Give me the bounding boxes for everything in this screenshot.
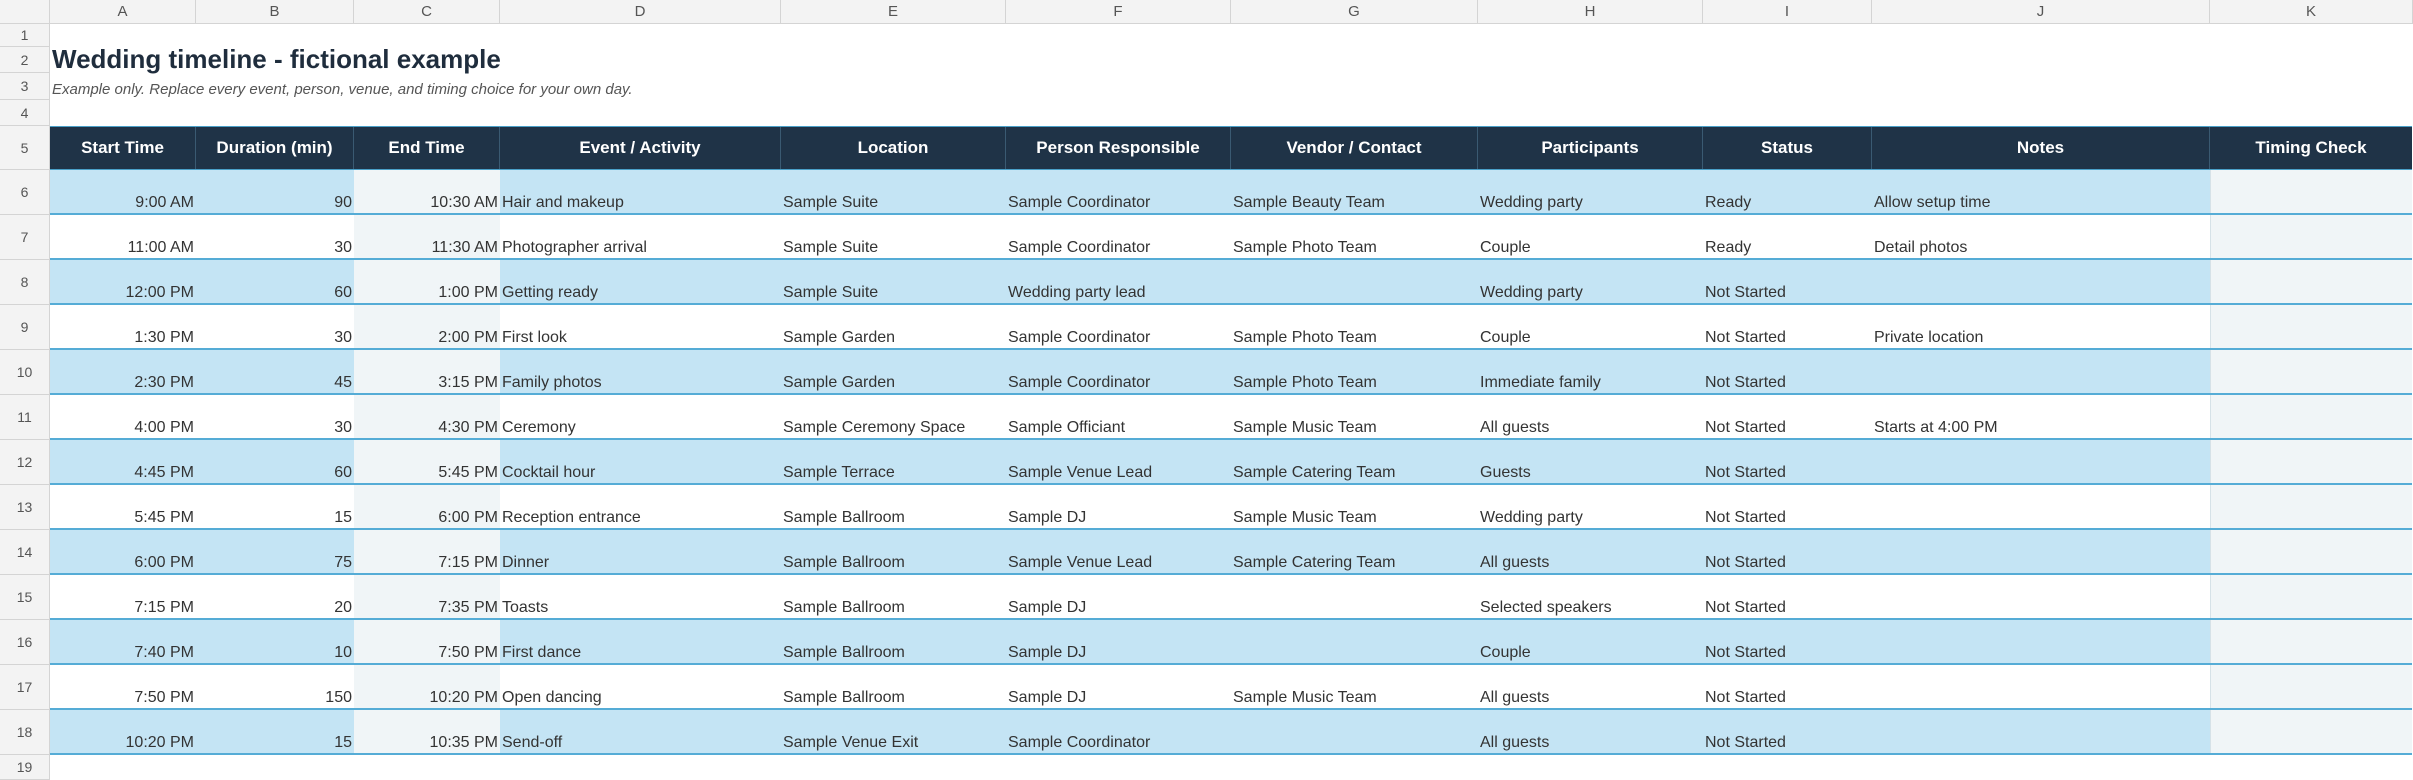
table-row — [50, 710, 2412, 755]
cell-duration[interactable]: 15 — [334, 734, 352, 751]
cell-person-responsible[interactable]: Sample Venue Lead — [1008, 554, 1153, 571]
cell-start-time[interactable]: 6:00 PM — [134, 554, 194, 571]
cell-person-responsible[interactable]: Sample Venue Lead — [1008, 464, 1153, 481]
column-header-f[interactable]: F — [1006, 0, 1231, 24]
cell-end-time[interactable]: 7:35 PM — [354, 575, 500, 618]
cell-vendor-contact[interactable]: Sample Photo Team — [1233, 239, 1377, 256]
column-header-a[interactable]: A — [50, 0, 196, 24]
table-row — [50, 575, 2412, 620]
cell-start-time[interactable]: 11:00 AM — [127, 239, 194, 256]
cell-end-time[interactable]: 6:00 PM — [354, 485, 500, 528]
cell-start-time[interactable]: 12:00 PM — [125, 284, 194, 301]
cell-notes[interactable]: Private location — [1874, 329, 1984, 346]
cell-person-responsible[interactable]: Sample DJ — [1008, 599, 1087, 616]
header-location[interactable]: Location — [781, 127, 1006, 169]
cell-duration[interactable]: 10 — [334, 644, 352, 661]
header-person-responsible[interactable]: Person Responsible — [1006, 127, 1231, 169]
cell-timing-check[interactable] — [2210, 440, 2412, 483]
row-header[interactable]: 5 — [0, 126, 50, 170]
cell-participants[interactable]: Guests — [1480, 464, 1531, 481]
cell-end-time[interactable]: 10:20 PM — [354, 665, 500, 708]
table-header-row — [50, 126, 2412, 170]
cell-person-responsible[interactable]: Sample DJ — [1008, 644, 1087, 661]
header-duration[interactable]: Duration (min) — [196, 127, 354, 169]
cell-timing-check[interactable] — [2210, 710, 2412, 753]
row-header[interactable]: 7 — [0, 215, 50, 260]
cell-duration[interactable]: 75 — [334, 554, 352, 571]
row-header[interactable]: 4 — [0, 100, 50, 126]
cell-timing-check[interactable] — [2210, 350, 2412, 393]
cell-status[interactable]: Not Started — [1705, 554, 1786, 571]
cell-duration[interactable]: 30 — [334, 329, 352, 346]
table-row — [50, 485, 2412, 530]
cell-start-time[interactable]: 1:30 PM — [134, 329, 194, 346]
cell-event[interactable]: Toasts — [502, 599, 549, 616]
row-header[interactable]: 9 — [0, 305, 50, 350]
cell-vendor-contact[interactable]: Sample Catering Team — [1233, 464, 1396, 481]
cell-participants[interactable]: Wedding party — [1480, 509, 1583, 526]
select-all-corner[interactable] — [0, 0, 50, 24]
cell-start-time[interactable]: 7:15 PM — [134, 599, 194, 616]
cell-start-time[interactable]: 2:30 PM — [134, 374, 194, 391]
cell-vendor-contact[interactable]: Sample Music Team — [1233, 419, 1377, 436]
cell-vendor-contact[interactable]: Sample Photo Team — [1233, 329, 1377, 346]
cell-notes[interactable] — [1872, 440, 2210, 483]
cell-start-time[interactable]: 7:40 PM — [134, 644, 194, 661]
cell-status[interactable]: Ready — [1705, 239, 1752, 256]
cell-notes[interactable] — [1872, 260, 2210, 303]
cell-start-time[interactable]: 5:45 PM — [134, 509, 194, 526]
cell-event[interactable]: Dinner — [502, 554, 550, 571]
column-header-k[interactable]: K — [2210, 0, 2413, 24]
cell-start-time[interactable]: 9:00 AM — [135, 194, 194, 211]
cell-duration[interactable]: 45 — [334, 374, 352, 391]
cell-person-responsible[interactable]: Sample Coordinator — [1008, 374, 1151, 391]
cell-notes[interactable] — [1872, 530, 2210, 573]
cell-timing-check[interactable] — [2210, 665, 2412, 708]
row-header[interactable]: 19 — [0, 755, 50, 780]
cell-participants[interactable]: Couple — [1480, 644, 1531, 661]
table-row — [50, 665, 2412, 710]
sheet-subtitle[interactable]: Example only. Replace every event, person, venue, and timing choice for your own day. — [52, 81, 633, 98]
cell-event[interactable]: Cocktail hour — [502, 464, 596, 481]
sheet-title[interactable]: Wedding timeline - fictional example — [52, 44, 501, 74]
cell-start-time[interactable]: 4:00 PM — [134, 419, 194, 436]
cell-duration[interactable]: 20 — [334, 599, 352, 616]
cell-participants[interactable]: Wedding party — [1480, 194, 1583, 211]
cell-participants[interactable]: Selected speakers — [1480, 599, 1612, 616]
column-header-g[interactable]: G — [1231, 0, 1478, 24]
cell-event[interactable]: Hair and makeup — [502, 194, 624, 211]
cell-person-responsible[interactable]: Wedding party lead — [1008, 284, 1146, 301]
cell-person-responsible[interactable]: Sample Coordinator — [1008, 239, 1151, 256]
cell-status[interactable]: Ready — [1705, 194, 1752, 211]
cell-event[interactable]: First look — [502, 329, 567, 346]
cell-end-time[interactable]: 7:50 PM — [354, 620, 500, 663]
cell-person-responsible[interactable]: Sample Coordinator — [1008, 329, 1151, 346]
cell-timing-check[interactable] — [2210, 620, 2412, 663]
header-start-time[interactable]: Start Time — [50, 127, 196, 169]
cell-duration[interactable]: 150 — [325, 689, 352, 706]
cell-vendor-contact[interactable]: Sample Beauty Team — [1233, 194, 1385, 211]
cell-vendor-contact[interactable] — [1231, 620, 1478, 663]
cell-end-time[interactable]: 10:30 AM — [354, 170, 500, 213]
cell-event[interactable]: First dance — [502, 644, 582, 661]
header-vendor-contact[interactable]: Vendor / Contact — [1231, 127, 1478, 169]
row-header[interactable]: 6 — [0, 170, 50, 215]
column-header-bar — [0, 0, 2413, 24]
row-header[interactable]: 17 — [0, 665, 50, 710]
cell-event[interactable]: Open dancing — [502, 689, 602, 706]
row-header[interactable]: 13 — [0, 485, 50, 530]
cell-location[interactable]: Sample Ballroom — [783, 554, 905, 571]
cell-start-time[interactable]: 7:50 PM — [134, 689, 194, 706]
row-header[interactable]: 18 — [0, 710, 50, 755]
cell-person-responsible[interactable]: Sample DJ — [1008, 509, 1087, 526]
column-header-e[interactable]: E — [781, 0, 1006, 24]
cell-participants[interactable]: Couple — [1480, 239, 1531, 256]
row-header[interactable]: 3 — [0, 73, 50, 100]
cell-participants[interactable]: All guests — [1480, 554, 1550, 571]
cell-timing-check[interactable] — [2210, 485, 2412, 528]
cell-timing-check[interactable] — [2210, 530, 2412, 573]
row-header[interactable]: 10 — [0, 350, 50, 395]
cell-event[interactable]: Photographer arrival — [502, 239, 647, 256]
cell-timing-check[interactable] — [2210, 260, 2412, 303]
cell-timing-check[interactable] — [2210, 305, 2412, 348]
cell-end-time[interactable]: 7:15 PM — [354, 530, 500, 573]
cell-notes[interactable] — [1872, 710, 2210, 753]
cell-vendor-contact[interactable]: Sample Music Team — [1233, 689, 1377, 706]
row-header[interactable]: 8 — [0, 260, 50, 305]
cell-vendor-contact[interactable] — [1231, 260, 1478, 303]
cell-participants[interactable]: Immediate family — [1480, 374, 1601, 391]
cell-location[interactable]: Sample Garden — [783, 374, 896, 391]
cell-vendor-contact[interactable]: Sample Music Team — [1233, 509, 1377, 526]
column-header-j[interactable]: J — [1872, 0, 2210, 24]
cell-location[interactable]: Sample Suite — [783, 284, 879, 301]
cell-vendor-contact[interactable] — [1231, 575, 1478, 618]
cell-status[interactable]: Not Started — [1705, 734, 1786, 751]
header-end-time[interactable]: End Time — [354, 127, 500, 169]
cell-status[interactable]: Not Started — [1705, 689, 1786, 706]
table-row — [50, 305, 2412, 350]
cell-end-time[interactable]: 5:45 PM — [354, 440, 500, 483]
table-row — [50, 620, 2412, 665]
table-row — [50, 170, 2412, 215]
cell-location[interactable]: Sample Terrace — [783, 464, 895, 481]
cell-duration[interactable]: 15 — [334, 509, 352, 526]
cell-notes[interactable] — [1872, 620, 2210, 663]
cell-participants[interactable]: All guests — [1480, 734, 1550, 751]
cell-event[interactable]: Ceremony — [502, 419, 576, 436]
row-header[interactable]: 1 — [0, 24, 50, 47]
cell-event[interactable]: Family photos — [502, 374, 602, 391]
cell-start-time[interactable]: 10:20 PM — [125, 734, 194, 751]
cell-status[interactable]: Not Started — [1705, 284, 1786, 301]
header-event[interactable]: Event / Activity — [500, 127, 781, 169]
cell-person-responsible[interactable]: Sample Coordinator — [1008, 734, 1151, 751]
cell-location[interactable]: Sample Ballroom — [783, 509, 905, 526]
cell-person-responsible[interactable]: Sample Coordinator — [1008, 194, 1151, 211]
cell-vendor-contact[interactable] — [1231, 710, 1478, 753]
cell-vendor-contact[interactable]: Sample Catering Team — [1233, 554, 1396, 571]
header-notes[interactable]: Notes — [1872, 127, 2210, 169]
cell-participants[interactable]: All guests — [1480, 419, 1550, 436]
cell-event[interactable]: Getting ready — [502, 284, 599, 301]
cell-duration[interactable]: 90 — [334, 194, 352, 211]
header-participants[interactable]: Participants — [1478, 127, 1703, 169]
cell-end-time[interactable]: 3:15 PM — [354, 350, 500, 393]
column-header-c[interactable]: C — [354, 0, 500, 24]
table-row — [50, 440, 2412, 485]
cell-person-responsible[interactable]: Sample Officiant — [1008, 419, 1126, 436]
column-header-b[interactable]: B — [196, 0, 354, 24]
table-row — [50, 260, 2412, 305]
cell-timing-check[interactable] — [2210, 575, 2412, 618]
row-header[interactable]: 12 — [0, 440, 50, 485]
cell-end-time[interactable]: 10:35 PM — [354, 710, 500, 753]
cell-status[interactable]: Not Started — [1705, 374, 1786, 391]
cell-end-time[interactable]: 11:30 AM — [354, 215, 500, 258]
header-status[interactable]: Status — [1703, 127, 1872, 169]
column-header-i[interactable]: I — [1703, 0, 1872, 24]
cell-status[interactable]: Not Started — [1705, 464, 1786, 481]
cell-notes[interactable] — [1872, 575, 2210, 618]
cell-status[interactable]: Not Started — [1705, 419, 1786, 436]
cell-event[interactable]: Send-off — [502, 734, 563, 751]
cell-participants[interactable]: Wedding party — [1480, 284, 1583, 301]
cell-duration[interactable]: 30 — [334, 419, 352, 436]
cell-vendor-contact[interactable]: Sample Photo Team — [1233, 374, 1377, 391]
cell-start-time[interactable]: 4:45 PM — [134, 464, 194, 481]
cell-notes[interactable]: Detail photos — [1874, 239, 1968, 256]
cell-status[interactable]: Not Started — [1705, 644, 1786, 661]
cell-status[interactable]: Not Started — [1705, 599, 1786, 616]
cell-duration[interactable]: 60 — [334, 464, 352, 481]
column-header-d[interactable]: D — [500, 0, 781, 24]
row-header[interactable]: 16 — [0, 620, 50, 665]
column-header-h[interactable]: H — [1478, 0, 1703, 24]
cell-notes[interactable] — [1872, 485, 2210, 528]
cell-person-responsible[interactable]: Sample DJ — [1008, 689, 1087, 706]
cell-notes[interactable] — [1872, 665, 2210, 708]
cell-event[interactable]: Reception entrance — [502, 509, 641, 526]
cell-participants[interactable]: All guests — [1480, 689, 1550, 706]
row-header[interactable]: 11 — [0, 395, 50, 440]
cell-status[interactable]: Not Started — [1705, 329, 1786, 346]
table-row — [50, 395, 2412, 440]
cell-end-time[interactable]: 4:30 PM — [354, 395, 500, 438]
cell-location[interactable]: Sample Ballroom — [783, 689, 905, 706]
cell-location[interactable]: Sample Suite — [783, 239, 879, 256]
row-header[interactable]: 14 — [0, 530, 50, 575]
cell-duration[interactable]: 60 — [334, 284, 352, 301]
cell-location[interactable]: Sample Venue Exit — [783, 734, 919, 751]
table-row — [50, 215, 2412, 260]
table-row — [50, 350, 2412, 395]
cell-duration[interactable]: 30 — [334, 239, 352, 256]
cell-location[interactable]: Sample Garden — [783, 329, 896, 346]
cell-status[interactable]: Not Started — [1705, 509, 1786, 526]
cell-notes[interactable]: Allow setup time — [1874, 194, 1991, 211]
row-header[interactable]: 15 — [0, 575, 50, 620]
cell-notes[interactable] — [1872, 350, 2210, 393]
cell-end-time[interactable]: 1:00 PM — [354, 260, 500, 303]
table-row — [50, 530, 2412, 575]
cell-participants[interactable]: Couple — [1480, 329, 1531, 346]
cell-location[interactable]: Sample Suite — [783, 194, 879, 211]
cell-location[interactable]: Sample Ballroom — [783, 644, 905, 661]
cell-timing-check[interactable] — [2210, 395, 2412, 438]
header-timing-check[interactable]: Timing Check — [2255, 138, 2367, 157]
cell-notes[interactable]: Starts at 4:00 PM — [1874, 419, 1998, 436]
row-header[interactable]: 2 — [0, 47, 50, 73]
cell-end-time[interactable]: 2:00 PM — [354, 305, 500, 348]
cell-location[interactable]: Sample Ballroom — [783, 599, 905, 616]
cell-location[interactable]: Sample Ceremony Space — [783, 419, 966, 436]
cell-timing-check[interactable] — [2210, 215, 2412, 258]
cell-timing-check[interactable] — [2210, 170, 2412, 213]
